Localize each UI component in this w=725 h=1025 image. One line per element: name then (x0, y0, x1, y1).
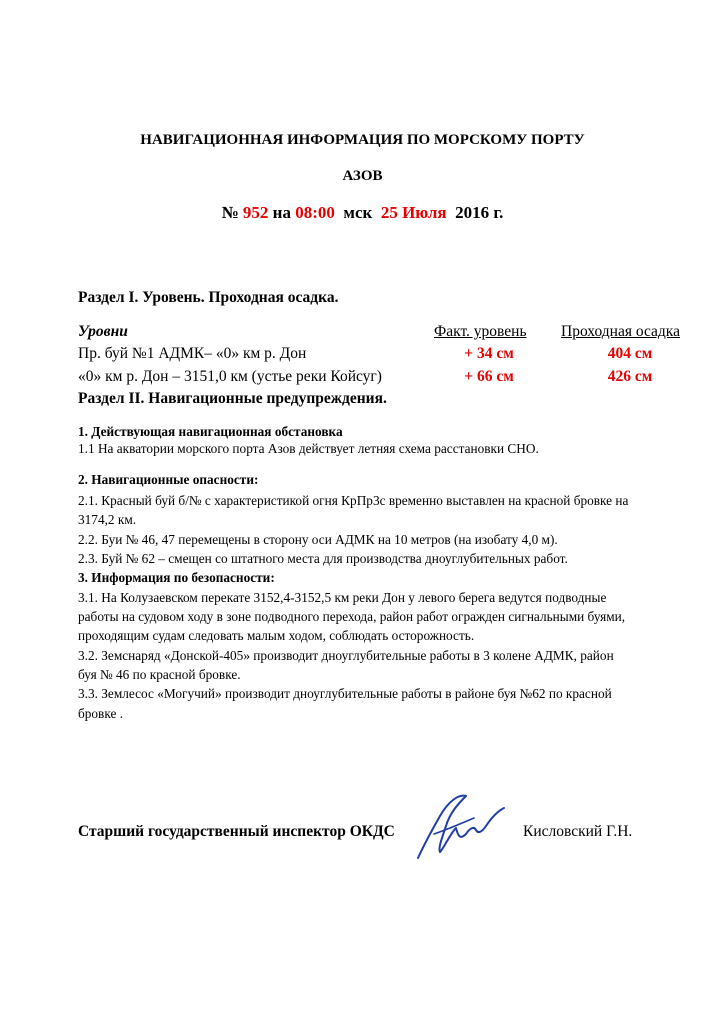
signatory-name: Кисловский Г.Н. (523, 823, 633, 840)
bulletin-time: 08:00 (295, 203, 335, 222)
timezone: мск (343, 203, 373, 222)
bulletin-year: 2016 г. (455, 203, 504, 222)
paragraph-3-1-line3: проходящим судам следовать малым ходом, соблюдать осторожность. (78, 628, 475, 643)
paragraph-1-1: 1.1 На акватории морского порта Азов действует летняя схема расстановки СНО. (78, 441, 539, 456)
level-row-1-draft: 404 см (607, 345, 653, 362)
paragraph-3-1-line2: работы на судовом ходу в зоне подводного перехода, район работ огражден сигнальными буями, (78, 609, 626, 624)
paragraph-3-2-line2: буя № 46 по красной бровке. (78, 667, 241, 682)
paragraph-3-3-line2: бровке . (78, 706, 124, 721)
col-actual-header: Факт. уровень (434, 323, 527, 340)
level-row-1-place: Пр. буй №1 АДМК– «0» км р. Дон (78, 345, 307, 362)
subsection-1-heading: 1. Действующая навигационная обстановка (78, 424, 343, 439)
number-prefix: № (221, 203, 239, 222)
signatory-position: Старший государственный инспектор ОКДС (78, 823, 395, 840)
port-name: АЗОВ (342, 168, 383, 184)
paragraph-2-1-line1: 2.1. Красный буй б/№ с характеристикой огня КрПр3с временно выставлен на красной бровке на (78, 493, 629, 508)
bulletin-date: 25 Июля (380, 203, 447, 222)
paragraph-3-3-line1: 3.3. Землесос «Могучий» производит дноуглубительные работы в районе буя №62 по красной (78, 686, 612, 701)
subsection-2-heading: 2. Навигационные опасности: (78, 472, 259, 487)
section2-heading: Раздел II. Навигационные предупреждения. (78, 390, 387, 407)
subsection-3-heading: 3. Информация по безопасности: (78, 570, 275, 585)
handwritten-signature (410, 790, 515, 865)
level-row-2-draft: 426 см (607, 368, 653, 385)
document-title: НАВИГАЦИОННАЯ ИНФОРМАЦИЯ ПО МОРСКОМУ ПОРТУ (140, 132, 585, 148)
paragraph-3-1-line1: 3.1. На Колузаевском перекате 3152,4-3152,5 км реки Дон у левого берега ведутся подводные (78, 590, 607, 605)
level-row-2-actual: + 66 см (464, 368, 514, 385)
col-levels-header: Уровни (78, 323, 128, 340)
level-row-2-place: «0» км р. Дон – 3151,0 км (устье реки Койсуг) (78, 368, 382, 385)
section1-heading: Раздел I. Уровень. Проходная осадка. (78, 289, 339, 306)
paragraph-2-1-line2: 3174,2 км. (78, 512, 137, 527)
level-row-1-actual: + 34 см (464, 345, 514, 362)
paragraph-2-3: 2.3. Буй № 62 – смещен со штатного места для производства дноуглубительных работ. (78, 551, 568, 566)
paragraph-2-2: 2.2. Буи № 46, 47 перемещены в сторону оси АДМК на 10 метров (на изобату 4,0 м). (78, 532, 558, 547)
bulletin-number: 952 (242, 203, 269, 222)
paragraph-3-2-line1: 3.2. Земснаряд «Донской-405» производит дноуглубительные работы в 3 колене АДМК, район (78, 648, 614, 663)
bulletin-line (0, 203, 725, 223)
col-draft-header: Проходная осадка (561, 323, 680, 340)
at-word: на (272, 203, 291, 222)
